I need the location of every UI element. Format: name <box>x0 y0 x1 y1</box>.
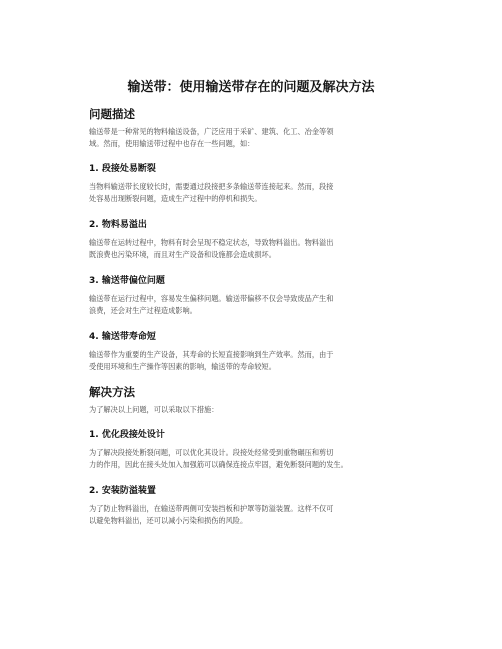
subheading-anti-spill-device: 2. 安装防溢装置 <box>89 486 156 496</box>
text-line: 输送带作为重要的生产设备，其寿命的长短直接影响到生产效率。然而，由于 <box>89 350 334 359</box>
subheading-belt-misalignment: 3. 输送带偏位问题 <box>89 276 165 286</box>
text-line: 域。然而，使用输送带过程中也存在一些问题，如： <box>89 139 255 148</box>
text-line: 力的作用，因此在接头处加入加强筋可以确保连接点牢固，避免断裂问题的发生。 <box>89 460 348 469</box>
text-line: 受使用环境和生产操作等因素的影响，输送带的寿命较短。 <box>89 362 276 371</box>
text-line: 既浪费也污染环境，而且对生产设备和设施都会造成损坏。 <box>89 250 276 259</box>
paragraph-optimize-joint <box>89 447 429 471</box>
section-heading-solution: 解决方法 <box>89 385 135 399</box>
subheading-joint-breakage: 1. 段接处易断裂 <box>89 164 156 174</box>
solution-intro-paragraph <box>89 404 429 416</box>
subheading-optimize-joint: 1. 优化段接处设计 <box>89 430 165 440</box>
problem-intro-paragraph <box>89 126 429 150</box>
paragraph-short-lifespan <box>89 349 429 373</box>
text-line: 以避免物料溢出，还可以减小污染和损伤的风险。 <box>89 516 248 525</box>
text-line: 输送带在运行过程中，容易发生偏移问题。输送带偏移不仅会导致废品产生和 <box>89 294 334 303</box>
paragraph-belt-misalignment <box>89 293 429 317</box>
text-line: 输送带在运转过程中，物料有时会呈现不稳定状态，导致物料溢出。物料溢出 <box>89 238 334 247</box>
text-line: 处容易出现断裂问题，造成生产过程中的停机和损失。 <box>89 194 262 203</box>
text-line: 为了解决段接处断裂问题，可以优化其设计。段接处经常受到重物碾压和剪切 <box>89 448 334 457</box>
document-title: 输送带：使用输送带存在的问题及解决方法 <box>127 80 375 95</box>
paragraph-material-spill <box>89 237 429 261</box>
text-line: 当物料输送带长度较长时，需要通过段接把多条输送带连接起来。然而，段接 <box>89 182 334 191</box>
paragraph-joint-breakage <box>89 181 429 205</box>
section-heading-problem: 问题描述 <box>89 107 135 121</box>
text-line: 浪费，还会对生产过程造成影响。 <box>89 306 197 315</box>
text-line: 为了解决以上问题，可以采取以下措施： <box>89 405 219 414</box>
subheading-short-lifespan: 4. 输送带寿命短 <box>89 332 156 342</box>
paragraph-anti-spill-device <box>89 503 429 527</box>
subheading-material-spill: 2. 物料易溢出 <box>89 220 147 230</box>
text-line: 输送带是一种常见的物料输送设备，广泛应用于采矿、建筑、化工、冶金等领 <box>89 127 334 136</box>
text-line: 为了防止物料溢出，在输送带两侧可安装挡板和护罩等防溢装置。这样不仅可 <box>89 504 334 513</box>
